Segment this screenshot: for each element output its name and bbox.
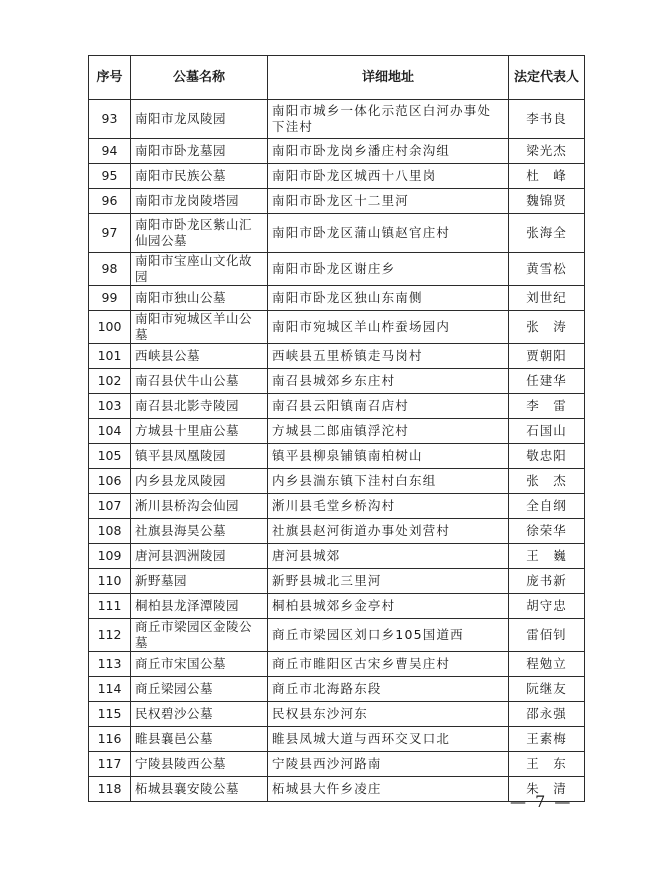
cell-cemetery-name: 桐柏县龙泽潭陵园 [131,594,268,619]
cell-address: 柘城县大仵乡凌庄 [268,777,509,802]
cell-serial-number: 109 [89,544,131,569]
table-row [89,369,585,394]
cell-cemetery-name: 南阳市龙岗陵塔园 [131,189,268,214]
cell-address: 新野县城北三里河 [268,569,509,594]
cell-legal-representative: 张 涛 [509,311,585,344]
page-number: — 7 — [510,792,573,811]
cell-serial-number: 94 [89,139,131,164]
cell-address: 社旗县赵河街道办事处刘营村 [268,519,509,544]
table-row [89,727,585,752]
cell-legal-representative: 全自纲 [509,494,585,519]
cell-legal-representative: 魏锦贤 [509,189,585,214]
cell-legal-representative: 徐荣华 [509,519,585,544]
cell-address: 西峡县五里桥镇走马岗村 [268,344,509,369]
cell-cemetery-name: 南召县北影寺陵园 [131,394,268,419]
cell-serial-number: 95 [89,164,131,189]
cell-legal-representative: 雷佰钊 [509,619,585,652]
cell-cemetery-name: 商丘梁园公墓 [131,677,268,702]
cell-serial-number: 113 [89,652,131,677]
cell-cemetery-name: 方城县十里庙公墓 [131,419,268,444]
cell-address: 桐柏县城郊乡金亭村 [268,594,509,619]
cell-legal-representative: 朱 清 [509,777,585,802]
table-row [89,164,585,189]
table-row [89,619,585,652]
cell-serial-number: 107 [89,494,131,519]
cell-legal-representative: 阮继友 [509,677,585,702]
cell-serial-number: 97 [89,214,131,253]
table-row [89,394,585,419]
table-row [89,444,585,469]
header-serial-number: 序号 [89,56,131,100]
cell-cemetery-name: 商丘市宋国公墓 [131,652,268,677]
cell-address: 南阳市卧龙区城西十八里岗 [268,164,509,189]
cell-serial-number: 93 [89,100,131,139]
cell-legal-representative: 邵永强 [509,702,585,727]
cell-address: 内乡县湍东镇下洼村白东组 [268,469,509,494]
cell-legal-representative: 石国山 [509,419,585,444]
cell-legal-representative: 刘世纪 [509,286,585,311]
cell-cemetery-name: 南阳市卧龙墓园 [131,139,268,164]
cell-cemetery-name: 唐河县泗洲陵园 [131,544,268,569]
cemetery-registry-table [88,55,585,802]
table-row [89,569,585,594]
table-body [89,100,585,802]
cell-legal-representative: 梁光杰 [509,139,585,164]
cell-legal-representative: 李书良 [509,100,585,139]
cell-address: 南阳市卧龙岗乡潘庄村余沟组 [268,139,509,164]
cell-serial-number: 101 [89,344,131,369]
table-row [89,311,585,344]
cell-cemetery-name: 社旗县海昊公墓 [131,519,268,544]
cell-legal-representative: 张 杰 [509,469,585,494]
cell-address: 方城县二郎庙镇浮沱村 [268,419,509,444]
cell-legal-representative: 任建华 [509,369,585,394]
cell-serial-number: 118 [89,777,131,802]
table-row [89,139,585,164]
table-row [89,594,585,619]
cell-serial-number: 96 [89,189,131,214]
cell-serial-number: 117 [89,752,131,777]
table-row [89,544,585,569]
cell-address: 睢县凤城大道与西环交叉口北 [268,727,509,752]
cell-serial-number: 114 [89,677,131,702]
table-row [89,677,585,702]
table-row [89,214,585,253]
header-legal-representative: 法定代表人 [509,56,585,100]
table-row [89,652,585,677]
cell-serial-number: 106 [89,469,131,494]
cell-address: 商丘市梁园区刘口乡105国道西 [268,619,509,652]
cell-legal-representative: 贾朝阳 [509,344,585,369]
cell-cemetery-name: 淅川县桥沟会仙园 [131,494,268,519]
cell-address: 南阳市宛城区羊山柞蚕场园内 [268,311,509,344]
cell-cemetery-name: 南阳市独山公墓 [131,286,268,311]
cell-serial-number: 104 [89,419,131,444]
cell-cemetery-name: 镇平县凤凰陵园 [131,444,268,469]
cell-serial-number: 105 [89,444,131,469]
cell-cemetery-name: 西峡县公墓 [131,344,268,369]
cell-address: 南阳市卧龙区蒲山镇赵官庄村 [268,214,509,253]
cell-cemetery-name: 南阳市民族公墓 [131,164,268,189]
table-row [89,752,585,777]
table-row [89,189,585,214]
cell-serial-number: 100 [89,311,131,344]
cell-legal-representative: 黄雪松 [509,253,585,286]
cell-legal-representative: 杜 峰 [509,164,585,189]
cell-address: 商丘市北海路东段 [268,677,509,702]
cell-serial-number: 110 [89,569,131,594]
cell-address: 唐河县城郊 [268,544,509,569]
cell-serial-number: 102 [89,369,131,394]
header-row [89,56,585,100]
cell-legal-representative: 王素梅 [509,727,585,752]
table-row [89,519,585,544]
table-row [89,419,585,444]
cell-cemetery-name: 睢县襄邑公墓 [131,727,268,752]
cell-cemetery-name: 新野墓园 [131,569,268,594]
table-row [89,253,585,286]
cell-address: 南阳市卧龙区十二里河 [268,189,509,214]
cell-legal-representative: 张海全 [509,214,585,253]
cell-address: 宁陵县西沙河路南 [268,752,509,777]
table-row [89,344,585,369]
cell-address: 南阳市卧龙区谢庄乡 [268,253,509,286]
cell-serial-number: 108 [89,519,131,544]
cell-address: 南召县云阳镇南召店村 [268,394,509,419]
cell-serial-number: 103 [89,394,131,419]
cell-address: 民权县东沙河东 [268,702,509,727]
cell-serial-number: 116 [89,727,131,752]
cell-cemetery-name: 商丘市梁园区金陵公墓 [131,619,268,652]
cell-cemetery-name: 南阳市卧龙区紫山汇仙园公墓 [131,214,268,253]
cell-cemetery-name: 南召县伏牛山公墓 [131,369,268,394]
cell-legal-representative: 王 巍 [509,544,585,569]
cell-legal-representative: 李 雷 [509,394,585,419]
cell-legal-representative: 王 东 [509,752,585,777]
table-row [89,702,585,727]
cell-cemetery-name: 内乡县龙凤陵园 [131,469,268,494]
cell-cemetery-name: 柘城县襄安陵公墓 [131,777,268,802]
cell-cemetery-name: 南阳市宛城区羊山公墓 [131,311,268,344]
cell-legal-representative: 程勉立 [509,652,585,677]
cell-serial-number: 115 [89,702,131,727]
table-row [89,100,585,139]
cell-address: 南召县城郊乡东庄村 [268,369,509,394]
table-header [89,56,585,100]
cell-address: 商丘市睢阳区古宋乡曹吴庄村 [268,652,509,677]
cell-serial-number: 111 [89,594,131,619]
cell-serial-number: 98 [89,253,131,286]
cell-serial-number: 99 [89,286,131,311]
header-cemetery-name: 公墓名称 [131,56,268,100]
cell-address: 南阳市卧龙区独山东南侧 [268,286,509,311]
table-row [89,494,585,519]
cell-legal-representative: 庞书新 [509,569,585,594]
cell-address: 镇平县柳泉铺镇南柏树山 [268,444,509,469]
cell-address: 南阳市城乡一体化示范区白河办事处下洼村 [268,100,509,139]
cell-serial-number: 112 [89,619,131,652]
cell-cemetery-name: 南阳市宝座山文化故园 [131,253,268,286]
cell-legal-representative: 敬忠阳 [509,444,585,469]
table-row [89,469,585,494]
cell-legal-representative: 胡守忠 [509,594,585,619]
cell-cemetery-name: 民权碧沙公墓 [131,702,268,727]
cell-address: 淅川县毛堂乡桥沟村 [268,494,509,519]
cell-cemetery-name: 宁陵县陵西公墓 [131,752,268,777]
table-row [89,286,585,311]
header-address: 详细地址 [268,56,509,100]
cell-cemetery-name: 南阳市龙凤陵园 [131,100,268,139]
